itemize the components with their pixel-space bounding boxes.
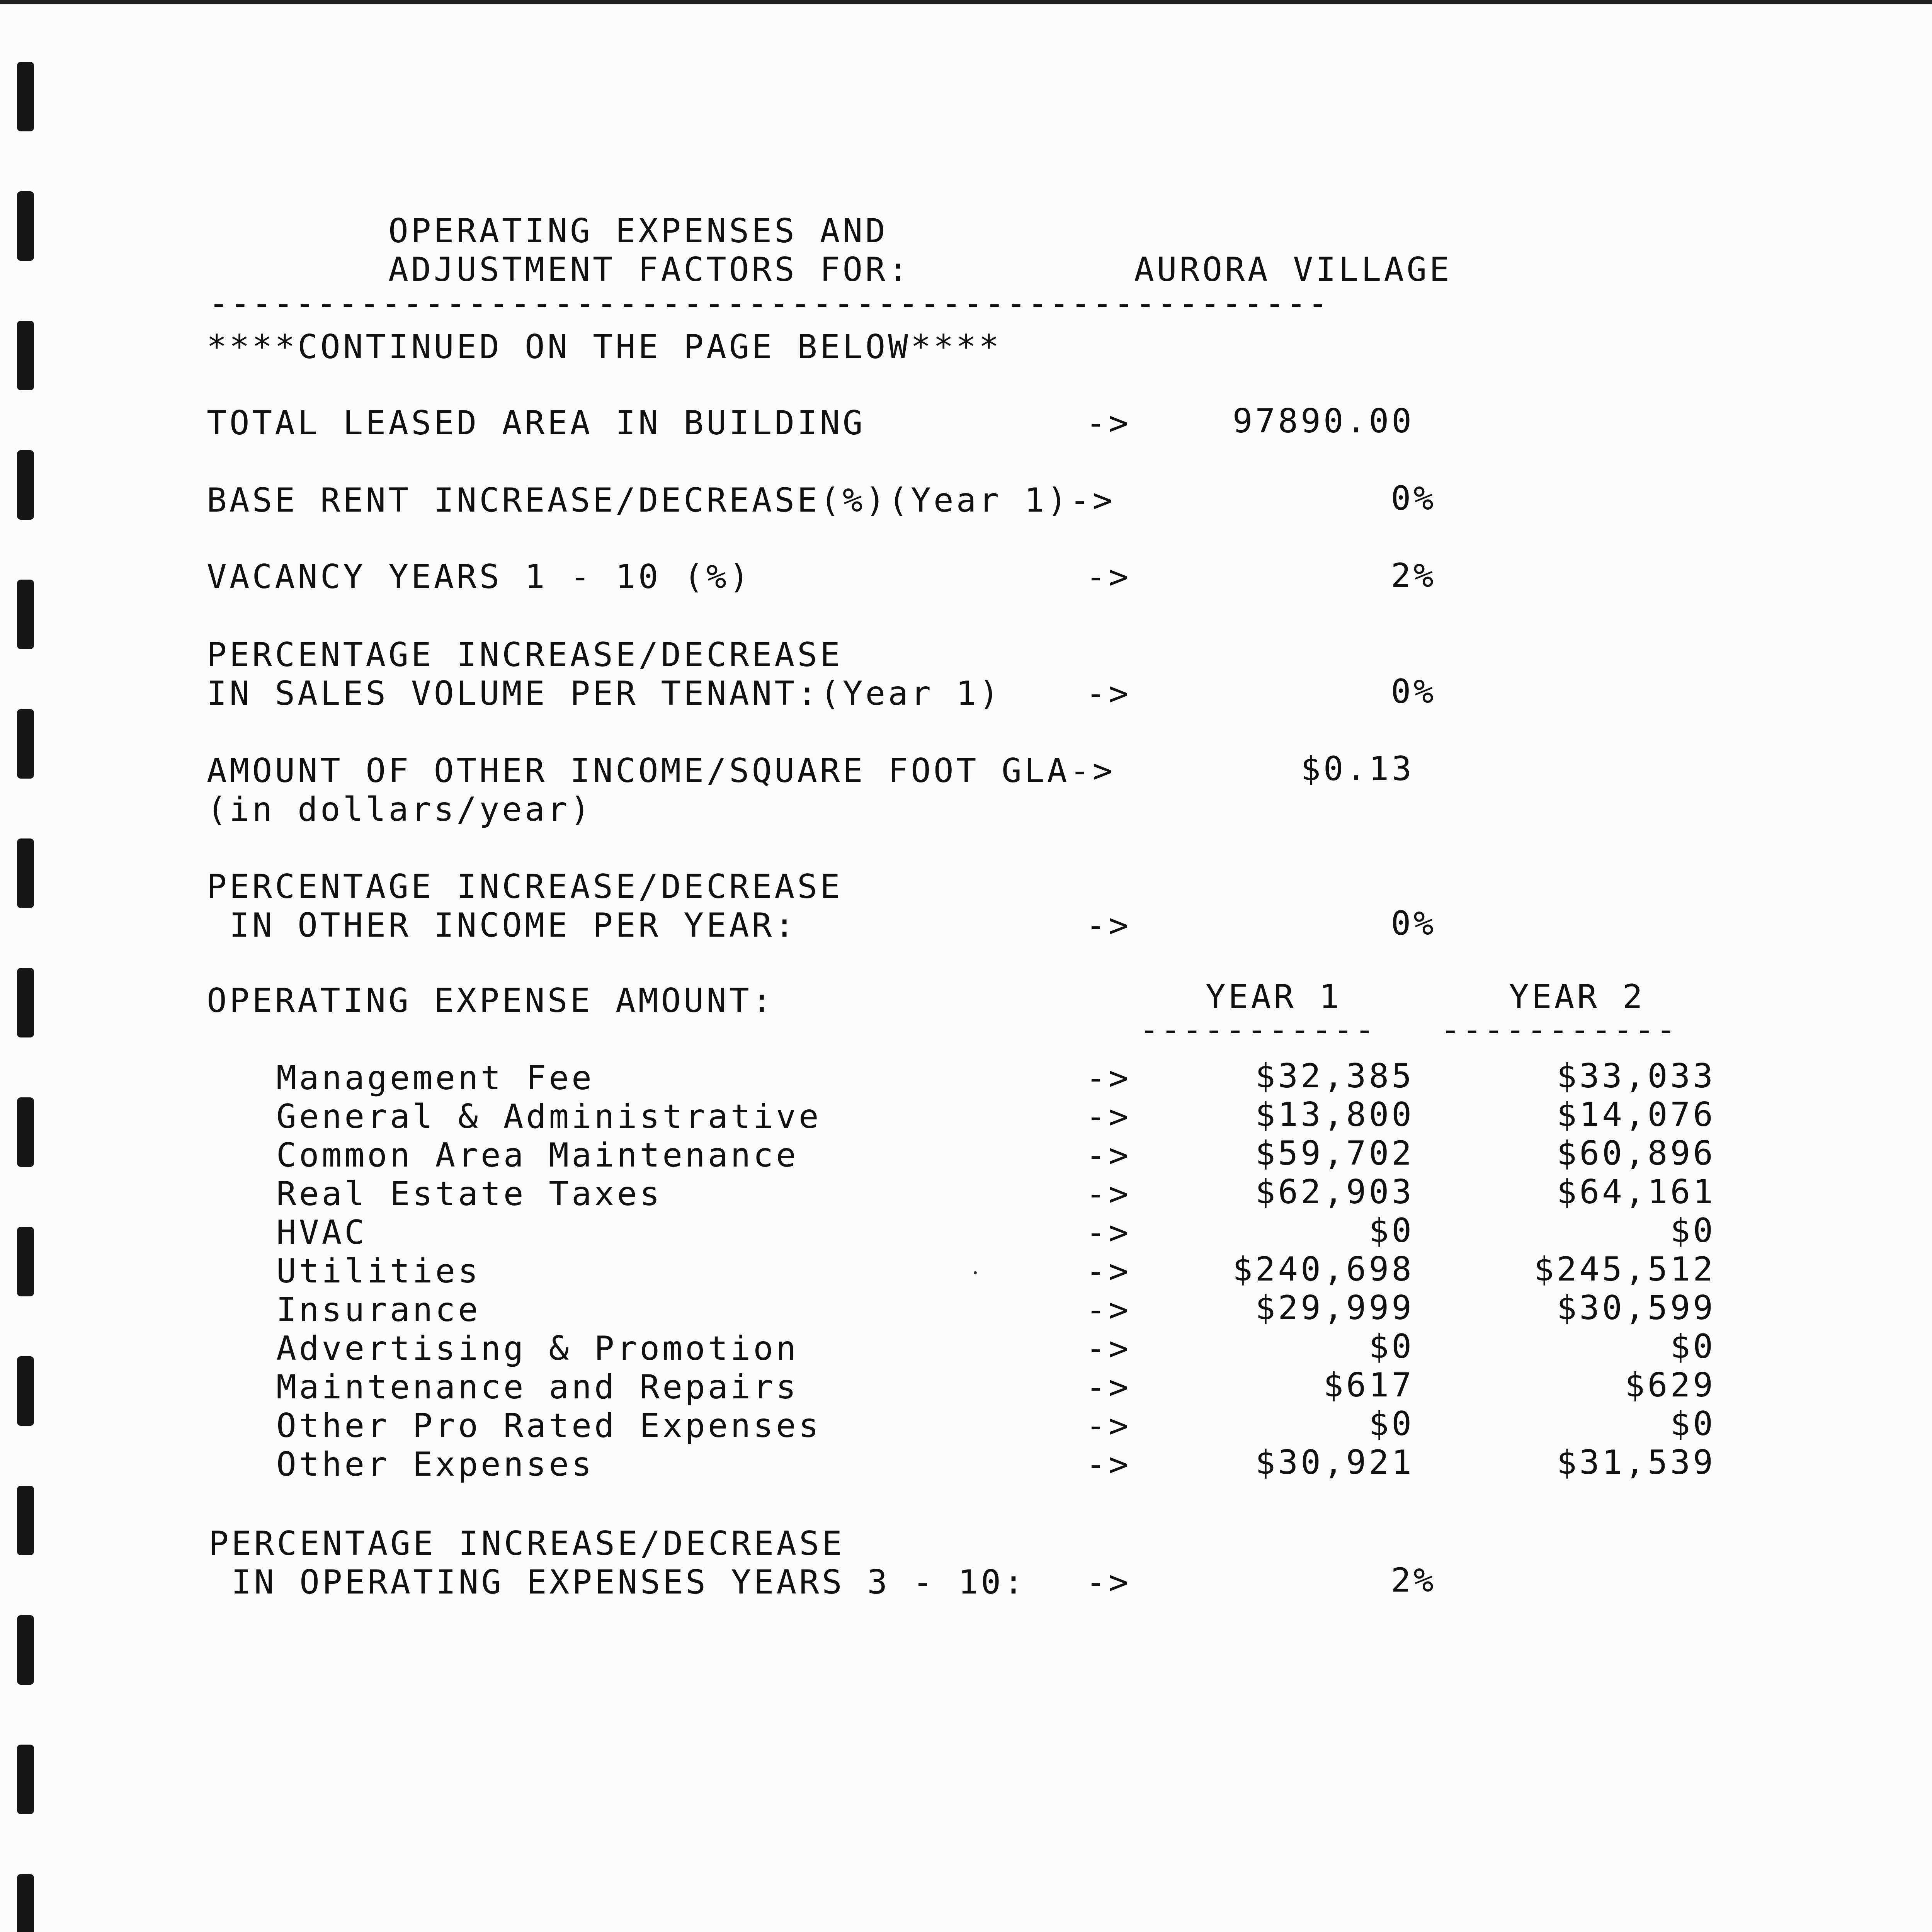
total-leased-area-label: TOTAL LEASED AREA IN BUILDING: [207, 404, 866, 442]
expense-label: Common Area Maintenance: [276, 1136, 799, 1175]
punch-hole: [17, 1356, 34, 1426]
vacancy-label: VACANCY YEARS 1 - 10 (%): [207, 558, 752, 596]
expense-year-2-value: $245,512: [1534, 1250, 1716, 1289]
sales-volume-value: 0%: [1391, 672, 1436, 711]
arrow: ->: [1086, 674, 1131, 713]
arrow: ->: [1086, 1252, 1131, 1291]
arrow: ->: [1086, 1445, 1131, 1484]
base-rent-label: BASE RENT INCREASE/DECREASE(%)(Year 1)->: [207, 481, 1116, 520]
expense-label: Maintenance and Repairs: [276, 1368, 799, 1406]
property-name: AURORA VILLAGE: [1134, 250, 1452, 289]
punch-hole: [17, 838, 34, 908]
arrow: ->: [1086, 1059, 1131, 1097]
arrow: ->: [1086, 1406, 1131, 1445]
operating-expense-label: OPERATING EXPENSE AMOUNT:: [207, 981, 775, 1020]
expense-label: HVAC: [276, 1213, 367, 1252]
expense-year-2-value: $64,161: [1556, 1173, 1716, 1211]
title-line-2: ADJUSTMENT FACTORS FOR:: [388, 250, 911, 289]
expense-year-1-value: $13,800: [1255, 1095, 1414, 1134]
sales-volume-label-line-1: PERCENTAGE INCREASE/DECREASE: [207, 636, 843, 674]
punch-hole: [17, 1874, 34, 1932]
expense-year-1-value: $62,903: [1255, 1173, 1414, 1211]
other-income-label-line-2: (in dollars/year): [207, 790, 593, 829]
expense-label: Other Pro Rated Expenses: [276, 1406, 821, 1445]
continued-note: ****CONTINUED ON THE PAGE BELOW****: [207, 328, 1002, 366]
other-income-value: $0.13: [1301, 750, 1414, 788]
arrow: ->: [1086, 1097, 1131, 1136]
expense-year-1-value: $0: [1369, 1327, 1414, 1366]
vacancy-value: 2%: [1391, 556, 1436, 595]
title-line-1: OPERATING EXPENSES AND: [388, 212, 888, 250]
other-income-label-line-1: AMOUNT OF OTHER INCOME/SQUARE FOOT GLA->: [207, 752, 1116, 790]
base-rent-value: 0%: [1391, 479, 1436, 518]
arrow: ->: [1086, 1368, 1131, 1406]
arrow: ->: [1086, 906, 1131, 945]
expense-year-1-value: $0: [1369, 1405, 1414, 1443]
punch-hole: [17, 1227, 34, 1296]
expense-year-1-value: $59,702: [1255, 1134, 1414, 1173]
punch-hole: [17, 1097, 34, 1167]
expense-year-1-value: $240,698: [1232, 1250, 1414, 1289]
expense-label: Insurance: [276, 1291, 481, 1329]
expense-year-1-value: $617: [1323, 1366, 1414, 1405]
expense-label: Other Expenses: [276, 1445, 594, 1484]
year-1-header: YEAR 1: [1206, 978, 1342, 1016]
total-leased-area-value: 97890.00: [1232, 402, 1414, 440]
opex-change-label-line-2: IN OPERATING EXPENSES YEARS 3 - 10:: [209, 1563, 1026, 1602]
expense-year-2-value: $0: [1670, 1405, 1716, 1443]
other-income-change-label-line-2: IN OTHER INCOME PER YEAR:: [207, 906, 798, 945]
arrow: ->: [1086, 1213, 1131, 1252]
expense-year-1-value: $32,385: [1255, 1057, 1414, 1095]
punch-hole: [17, 580, 34, 649]
expense-year-2-value: $0: [1670, 1211, 1716, 1250]
expense-year-2-value: $30,599: [1556, 1289, 1716, 1327]
sales-volume-label-line-2: IN SALES VOLUME PER TENANT:(Year 1): [207, 674, 1002, 713]
expense-label: General & Administrative: [276, 1097, 821, 1136]
expense-year-1-value: $30,921: [1255, 1443, 1414, 1482]
expense-label: Utilities: [276, 1252, 481, 1291]
punch-hole: [17, 62, 34, 131]
expense-label: Management Fee: [276, 1059, 594, 1097]
punch-hole: [17, 709, 34, 779]
punch-hole: [17, 968, 34, 1037]
punch-hole: [17, 450, 34, 520]
year-2-underline: -----------: [1440, 1010, 1678, 1049]
expense-year-2-value: $31,539: [1556, 1443, 1716, 1482]
punch-hole: [17, 321, 34, 390]
arrow: ->: [1086, 1291, 1131, 1329]
arrow: ->: [1086, 1329, 1131, 1368]
expense-year-2-value: $60,896: [1556, 1134, 1716, 1173]
year-2-header: YEAR 2: [1509, 978, 1645, 1016]
punch-hole: [17, 1615, 34, 1685]
other-income-change-value: 0%: [1391, 904, 1436, 943]
page-top-edge: [0, 0, 1932, 4]
arrow: ->: [1086, 404, 1131, 442]
expense-year-2-value: $0: [1670, 1327, 1716, 1366]
scan-speck: [974, 1271, 977, 1274]
punch-hole: [17, 1486, 34, 1555]
punch-hole: [17, 191, 34, 261]
arrow: ->: [1086, 1136, 1131, 1175]
expense-year-2-value: $33,033: [1556, 1057, 1716, 1095]
year-1-underline: -----------: [1139, 1010, 1376, 1049]
punch-hole: [17, 1745, 34, 1814]
expense-year-2-value: $14,076: [1556, 1095, 1716, 1134]
expense-year-1-value: $29,999: [1255, 1289, 1414, 1327]
header-rule: ----------------------------------------------------: [209, 284, 1330, 323]
other-income-change-label-line-1: PERCENTAGE INCREASE/DECREASE: [207, 867, 843, 906]
expense-year-1-value: $0: [1369, 1211, 1414, 1250]
expense-label: Advertising & Promotion: [276, 1329, 799, 1368]
opex-change-label-line-1: PERCENTAGE INCREASE/DECREASE: [209, 1524, 845, 1563]
expense-year-2-value: $629: [1624, 1366, 1716, 1405]
opex-change-value: 2%: [1391, 1561, 1436, 1600]
arrow: ->: [1086, 1175, 1131, 1213]
expense-label: Real Estate Taxes: [276, 1175, 663, 1213]
arrow: ->: [1086, 558, 1131, 596]
arrow: ->: [1086, 1563, 1131, 1602]
